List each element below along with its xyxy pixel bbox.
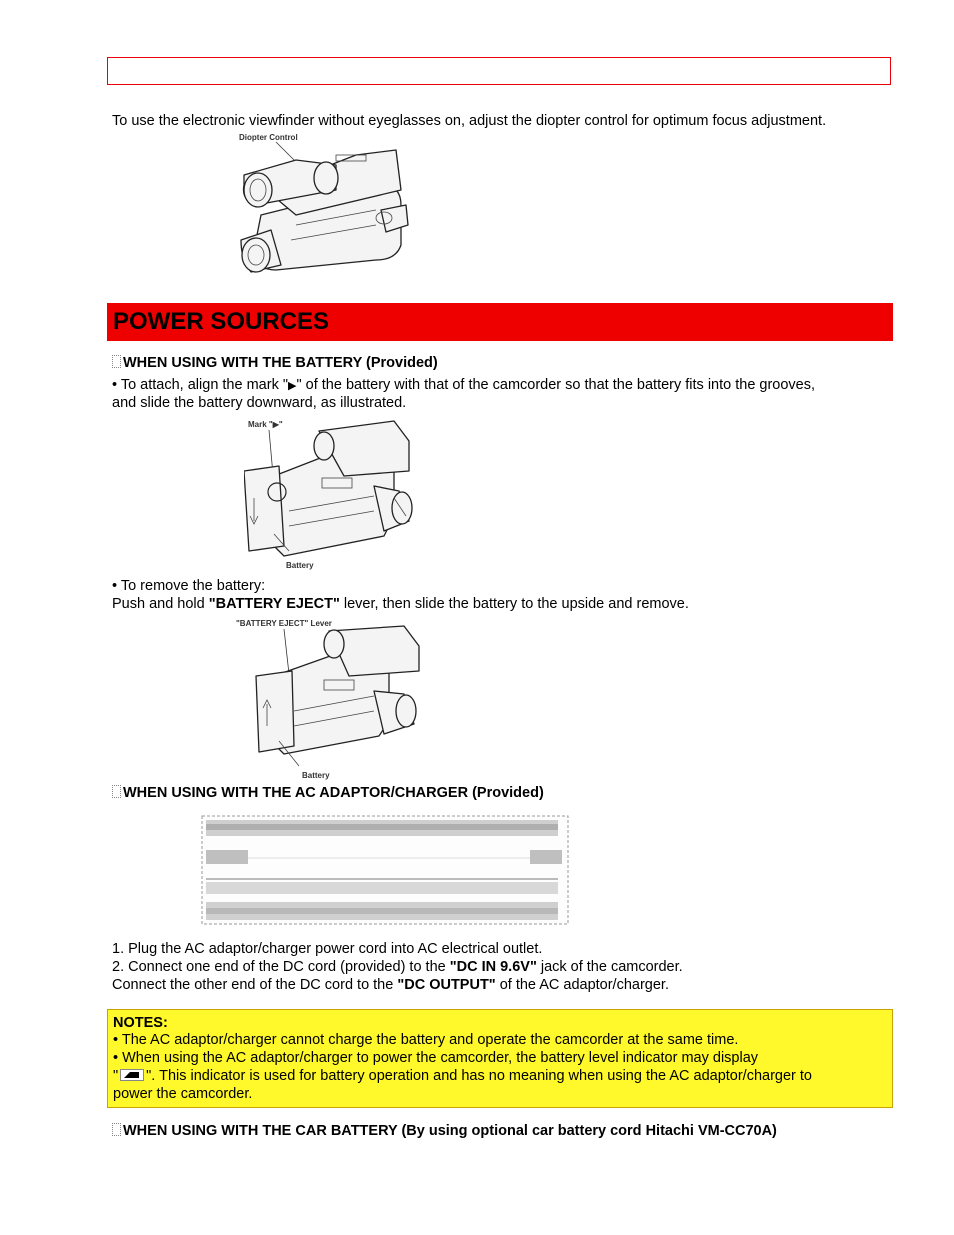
notes-box xyxy=(107,1009,893,1108)
battery-eject-lever-label: "BATTERY EJECT" Lever xyxy=(236,619,332,628)
bullet-square-icon xyxy=(112,1123,121,1136)
triangle-mark-icon: ▶ xyxy=(288,380,297,392)
battery-label-2: Battery xyxy=(302,771,330,780)
ac-step2: 2. Connect one end of the DC cord (provided) to the "DC IN 9.6V" jack of the camcorder. xyxy=(112,959,683,975)
notes-line3: " ". This indicator is used for battery operation and has no meaning when using the AC adaptor/charger to xyxy=(113,1068,812,1084)
battery-remove-line1: • To remove the battery: xyxy=(112,578,266,594)
notes-title: NOTES: xyxy=(113,1015,168,1031)
ac-step1: 1. Plug the AC adaptor/charger power cord into AC electrical outlet. xyxy=(112,941,543,957)
diopter-instructions: To use the electronic viewfinder without eyeglasses on, adjust the diopter control for optimum focus adjustment. xyxy=(112,113,827,129)
bullet-square-icon xyxy=(112,355,121,368)
ac-step3: Connect the other end of the DC cord to the "DC OUTPUT" of the AC adaptor/charger. xyxy=(112,977,669,993)
diopter-camcorder-figure xyxy=(236,130,411,280)
battery-remove-figure xyxy=(234,616,439,782)
mark-label: Mark "▶" xyxy=(248,420,283,429)
car-battery-heading: WHEN USING WITH THE CAR BATTERY (By using optional car battery cord Hitachi VM-CC70A) xyxy=(112,1122,777,1140)
battery-label-1: Battery xyxy=(286,561,314,570)
top-header-box xyxy=(107,57,891,85)
battery-heading: WHEN USING WITH THE BATTERY (Provided) xyxy=(112,354,438,372)
battery-indicator-icon xyxy=(120,1068,144,1080)
battery-attach-line1: • To attach, align the mark "▶" of the battery with that of the camcorder so that the battery fits into the grooves, xyxy=(112,377,816,393)
notes-line4: power the camcorder. xyxy=(113,1086,253,1102)
battery-remove-line2: Push and hold "BATTERY EJECT" lever, then slide the battery to the upside and remove. xyxy=(112,596,689,612)
notes-line1: • The AC adaptor/charger cannot charge the battery and operate the camcorder at the same time. xyxy=(113,1032,739,1048)
ac-connection-diagram xyxy=(200,814,570,926)
battery-attach-line2: and slide the battery downward, as illustrated. xyxy=(112,395,407,411)
ac-heading: WHEN USING WITH THE AC ADAPTOR/CHARGER (Provided) xyxy=(112,784,544,802)
diopter-control-label: Diopter Control xyxy=(239,133,298,142)
battery-attach-figure xyxy=(244,416,419,571)
section-title: POWER SOURCES xyxy=(113,308,330,335)
power-sources-banner xyxy=(107,303,893,341)
bullet-square-icon xyxy=(112,785,121,798)
notes-line2: • When using the AC adaptor/charger to power the camcorder, the battery level indicator may display xyxy=(113,1050,759,1066)
